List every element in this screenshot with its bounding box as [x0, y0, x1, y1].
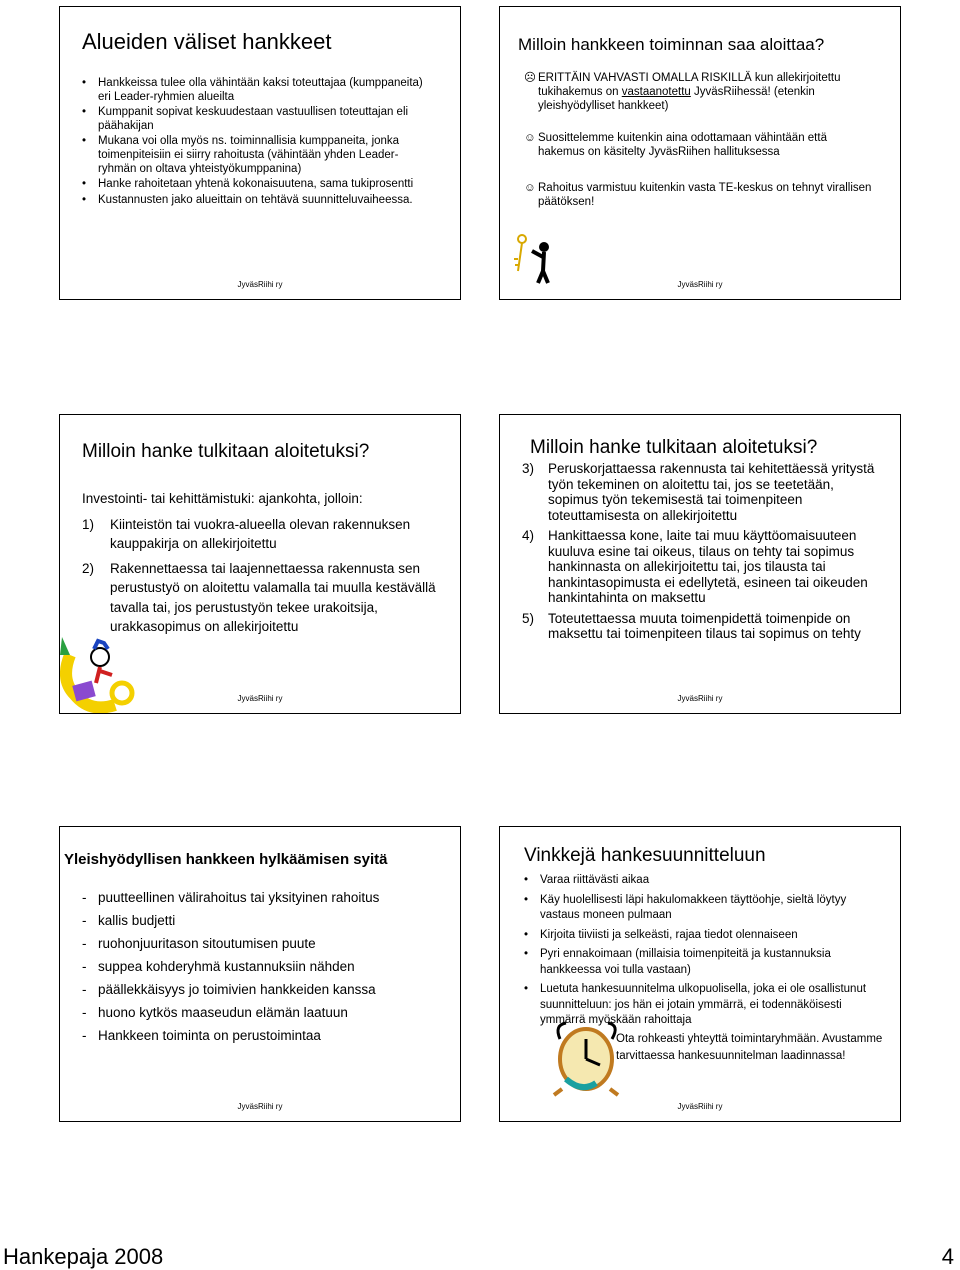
item-number: 4): [522, 528, 535, 543]
bullet-item: • Kustannusten jako alueittain on tehtävä suunnitteluvaiheessa.: [82, 194, 427, 208]
list-item: - ruohonjuuritason sitoutumisen puute: [82, 936, 316, 951]
bullet-item: • Hanke rahoitetaan yhtenä kokonaisuutena, sama tukiprosentti: [82, 178, 427, 192]
slide-3: [59, 414, 461, 714]
smiley-icon: ☺: [524, 182, 536, 194]
item-text: Hankittaessa kone, laite tai muu käyttöomaisuuteen kuuluva esine tai oikeus, tilaus on tehty tai sopimus hankinnasta on allekirjoitettu tai, jos tilausta tai hankintasopimusta ei edellytetä, esineen tai oikeuden hankintahinta on maksettu: [548, 528, 868, 605]
item-text: Rakennettaessa tai laajennettaessa rakennusta sen perustustyö on aloitettu valamalla tai muulla kestävällä tavalla tai, jos perustustyön tekee urakoitsija, urakkasopimus on allekirjoitettu: [110, 560, 436, 634]
item-text: ERITTÄIN VAHVASTI OMALLA RISKILLÄ kun allekirjoitettu tukihakemus on: [538, 72, 841, 98]
numbered-item: [82, 515, 447, 554]
slide-6: [499, 826, 901, 1122]
item-number: 3): [522, 461, 535, 476]
slide-footer: JyväsRiihi ry: [237, 1102, 283, 1111]
list-item: [524, 71, 874, 113]
slide-footer: JyväsRiihi ry: [237, 280, 283, 289]
slide-1-bullets: [82, 77, 427, 207]
list-item: - puutteellinen välirahoitus tai yksityinen rahoitus: [82, 890, 380, 905]
numbered-item: [522, 611, 877, 642]
slide-1-title: Alueiden väliset hankkeet: [82, 29, 332, 54]
key-figure-icon: [510, 225, 560, 285]
item-text: kallis budjetti: [98, 913, 176, 928]
slide-2-title: Milloin hankkeen toiminnan saa aloittaa?: [518, 35, 825, 54]
item-number: 1): [82, 516, 95, 532]
slide-5-list: [82, 889, 402, 1045]
item-text: huono kytkös maaseudun elämän laatuun: [98, 1005, 348, 1020]
slide-footer: JyväsRiihi ry: [237, 694, 283, 703]
item-text: Suosittelemme kuitenkin aina odottamaan vähintään että hakemus on käsitelty JyväsRiihen hallituksessa: [538, 132, 827, 158]
list-item: [524, 181, 874, 209]
item-underlined-text: vastaanotettu: [621, 86, 691, 98]
slide-6-title: Vinkkejä hankesuunnitteluun: [524, 845, 766, 866]
contact-note: Ota rohkeasti yhteyttä toimintaryhmään. Avustamme tarvittaessa hankesuunnitelman laadinnassa!: [616, 1033, 883, 1062]
page-number: 4: [941, 1244, 954, 1269]
slide-2: [499, 6, 901, 300]
item-text: JyväsRiihessä! (etenkin yleishyödylliset hankkeet): [538, 86, 815, 112]
slide-footer: JyväsRiihi ry: [677, 694, 723, 703]
item-text: puutteellinen välirahoitus tai yksityinen rahoitus: [98, 890, 380, 905]
bullet-item: • Hankkeissa tulee olla vähintään kaksi toteuttajaa (kumppaneita) eri Leader-ryhmien alueilta: [82, 77, 427, 104]
slide-4-body: [522, 461, 877, 642]
slide-2-items: [524, 71, 874, 209]
slide-4-title: Milloin hanke tulkitaan aloitetuksi?: [530, 437, 818, 458]
list-item: [524, 131, 874, 159]
item-text: Rahoitus varmistuu kuitenkin vasta TE-keskus on tehnyt virallisen päätöksen!: [538, 182, 872, 208]
slide-footer: JyväsRiihi ry: [677, 1102, 723, 1111]
clock-icon: [552, 1019, 624, 1097]
item-text: päällekkäisyys jo toimivien hankkeiden kanssa: [98, 982, 376, 997]
item-number: 2): [82, 560, 95, 576]
bullet-item: • Varaa riittävästi aikaa: [524, 873, 874, 889]
item-text: Kiinteistön tai vuokra-alueella olevan rakennuksen kauppakirja on allekirjoitettu: [110, 516, 411, 551]
numbered-item: [522, 528, 877, 606]
numbered-item: [522, 461, 877, 523]
bullet-item: • Kumppanit sopivat keskuudestaan vastuullisen toteuttajan eli päähakijan: [82, 106, 427, 133]
slide-3-title: Milloin hanke tulkitaan aloitetuksi?: [82, 441, 370, 462]
slide-5: [59, 826, 461, 1122]
slide-5-title: Yleishyödyllisen hankkeen hylkäämisen syitä: [64, 851, 388, 868]
bullet-item: • Kirjoita tiiviisti ja selkeästi, rajaa tiedot olennaiseen: [524, 928, 874, 944]
item-text: suppea kohderyhmä kustannuksiin nähden: [98, 959, 355, 974]
bullet-item: • Luetuta hankesuunnitelma ulkopuolisella, joka ei ole osallistunut suunnitteluun: jos hän ei jotain ymmärrä, ei todennäköisesti ymmärrä myöskään rahoittaja: [524, 982, 874, 1029]
item-number: 5): [522, 610, 535, 626]
list-item: - kallis budjetti: [82, 913, 176, 928]
slide-footer: JyväsRiihi ry: [677, 280, 723, 289]
item-text: Toteutettaessa muuta toimenpidettä toimenpide on maksettu tai toimenpiteen tilaus tai sopimus on tehty: [548, 610, 861, 641]
slide-6-bullets: [524, 873, 874, 1029]
slide-3-body: [82, 489, 447, 637]
list-item: - päällekkäisyys jo toimivien hankkeiden kanssa: [82, 982, 376, 997]
slide-1: [59, 6, 461, 300]
item-text: ruohonjuuritason sitoutumisen puute: [98, 936, 316, 951]
smiley-icon: ☺: [524, 132, 536, 144]
item-text: Peruskorjattaessa rakennusta tai kehitettäessä yritystä työn tekeminen on aloitettu tai, jos se teetetään, sopimus työn tekemisestä tai toimenpiteen toteuttamisesta on allekirjoitettu: [548, 461, 875, 523]
slide-4: [499, 414, 901, 714]
bullet-item: • Mukana voi olla myös ns. toiminnallisia kumppaneita, jonka toimenpiteisiin ei siirry rahoitusta (vähintään yhden Leader-ryhmän on oltava yhteistyökumppanina): [82, 135, 427, 176]
bullet-item: • Käy huolellisesti läpi hakulomakkeen täyttöohje, sieltä löytyy vastaus moneen pulmaan: [524, 893, 874, 924]
page-footer-label: Hankepaja 2008: [3, 1244, 164, 1269]
list-item: - Hankkeen toiminta on perustoimintaa: [82, 1028, 321, 1043]
list-item: - huono kytkös maaseudun elämän laatuun: [82, 1005, 348, 1020]
list-item: - suppea kohderyhmä kustannuksiin nähden: [82, 959, 355, 974]
bullet-item: • Pyri ennakoimaan (millaisia toimenpiteitä ja kustannuksia hankkeessa voi tulla vastaan): [524, 947, 874, 978]
item-text: Hankkeen toiminta on perustoimintaa: [98, 1028, 321, 1043]
intro-text: Investointi- tai kehittämistuki: ajankohta, jolloin:: [82, 491, 363, 506]
sad-face-icon: ☹: [524, 72, 536, 84]
